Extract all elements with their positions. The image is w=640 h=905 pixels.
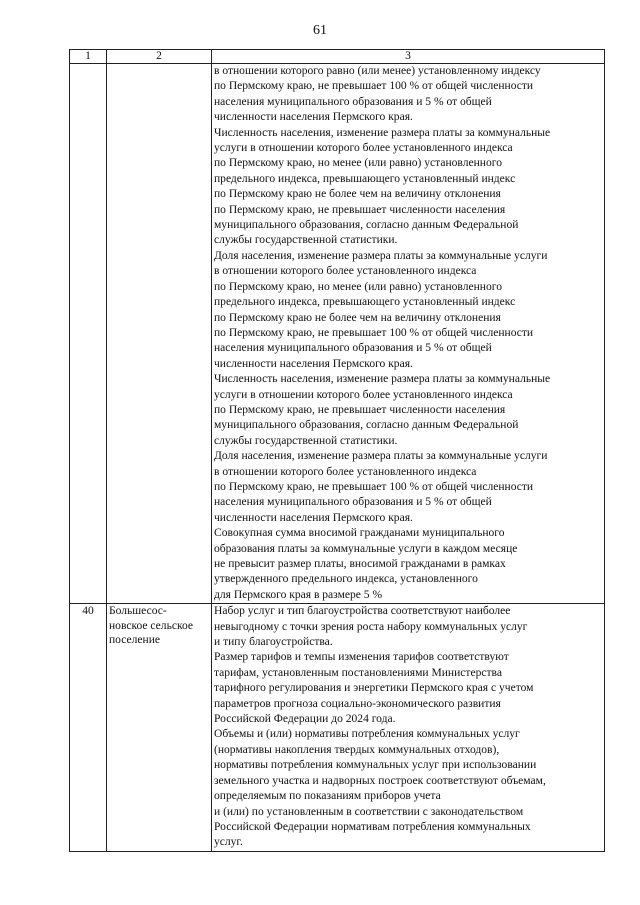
paragraph: Набор услуг и тип благоустройства соответствуют наиболее невыгодному с точки зрения роста набору коммунальных услуг и типу благоустройства. (214, 605, 528, 649)
municipal-table (69, 49, 605, 852)
header-col-2: 2 (107, 50, 212, 64)
paragraph: Совокупная сумма вносимой гражданами муниципального образования платы за коммунальные услуги в каждом месяце не превысит размер платы, вносимой гражданами в рамках утвержденного предельного индекса, установленного для Пермского края в размере 5 % (214, 527, 518, 601)
paragraph: Доля населения, изменение размера платы за коммунальные услуги в отношении которого более установленного индекса по Пермскому краю, но менее (или равно) установленного предельного индекса, превышающего установленный индекс по Пермскому краю не более чем на величину отклонения по Пермскому краю, не превышает 100 % от общей численности населения муниципального образования и 5 % от общей численности населения Пермского края. (214, 249, 548, 370)
row-number-cell (70, 64, 107, 604)
municipality-name: Большесос- новское сельское поселение (109, 605, 194, 647)
paragraph: Доля населения, изменение размера платы за коммунальные услуги в отношении которого более установленного индекса по Пермскому краю, не превышает 100 % от общей численности населения муниципального образования и 5 % от общей численности населения Пермского края. (214, 450, 548, 524)
row-name-cell (107, 64, 212, 604)
header-col-1: 1 (70, 50, 107, 64)
header-col-3: 3 (212, 50, 605, 64)
row-name-cell (107, 604, 212, 852)
row-text-cell (212, 64, 605, 604)
table-row (70, 604, 605, 852)
paragraph: Объемы и (или) нормативы потребления коммунальных услуг (нормативы накопления твердых коммунальных отходов), нормативы потребления коммунальных услуг при использовании земельного участка и надворных построек соответствуют объемам, определяемым по показаниям приборов учета и (или) по установленным в соответствии с законодательством Российской Федерации нормативам потребления коммунальных услуг. (214, 728, 546, 849)
paragraph: Размер тарифов и темпы изменения тарифов соответствуют тарифам, установленным постановлениями Министерства тарифного регулирования и энергетики Пермского края с учетом параметров прогноза социально-экономического развития Российской Федерации до 2024 года. (214, 651, 534, 726)
paragraph: Численность населения, изменение размера платы за коммунальные услуги в отношении которого более установленного индекса по Пермскому краю, но менее (или равно) установленного предельного индекса, превышающего установленный индекс по Пермскому краю не более чем на величину отклонения по Пермскому краю, не превышает численности населения муниципального образования, согласно данным Федеральной службы государственной статистики. (214, 126, 551, 247)
table-header-row (70, 50, 605, 64)
paragraph: в отношении которого равно (или менее) установленному индексу по Пермскому краю, не превышает 100 % от общей численности населения муниципального образования и 5 % от общей численности населения Пермского края. (214, 65, 541, 124)
row-number-cell: 40 (70, 604, 107, 852)
row-text-cell (212, 604, 605, 852)
table-row (70, 64, 605, 604)
paragraph: Численность населения, изменение размера платы за коммунальные услуги в отношении которого более установленного индекса по Пермскому краю, не превышает численности населения муниципального образования, согласно данным Федеральной службы государственной статистики. (214, 373, 551, 447)
page-number: 61 (313, 23, 327, 38)
